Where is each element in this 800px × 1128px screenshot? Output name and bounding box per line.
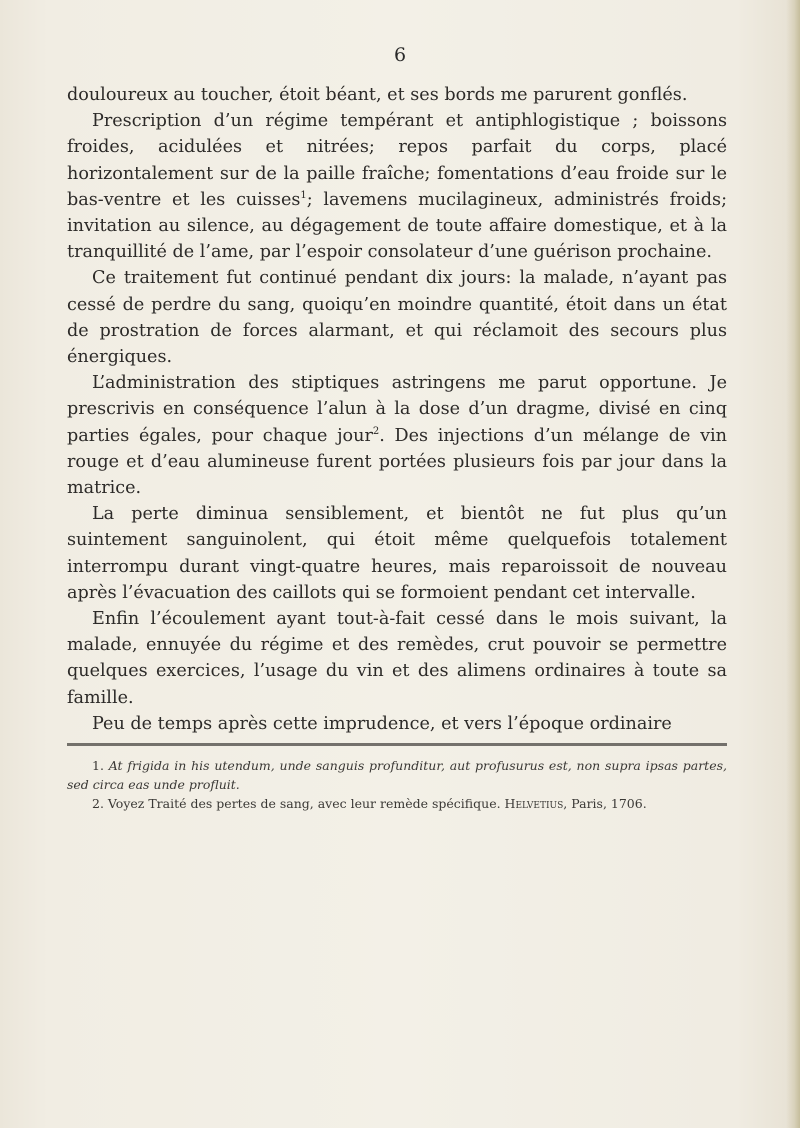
main-text [67,82,727,737]
paragraph-4-text: L’administration des stiptiques astringens me parut opportune. Je prescrivis en conséquence l’alun à la dose d’un dragme, divisé en cinq parties égales, pour chaque jour [67,373,727,446]
footnote-1-text: At frigida in his utendum, unde sanguis profunditur, aut profusurus est, non supra ipsas partes, sed circa eas unde profluit. [67,758,727,792]
paragraph-4 [67,370,727,501]
footnote-1-number: 1. [92,758,104,773]
footnote-2-author: Helvetius, [504,796,568,811]
paragraph-3: Ce traitement fut continué pendant dix jours: la malade, n’ayant pas cessé de perdre du sang, quoiqu’en moindre quantité, étoit dans un état de prostration de forces alarmant, et qui réclamoit des secours plus énergiques. [67,268,727,368]
paragraph-5: La perte diminua sensiblement, et bientôt ne fut plus qu’un suintement sanguinolent, qui étoit même quelquefois totalement interrompu durant vingt-quatre heures, mais reparoissoit de nouveau après l’évacuation des caillots qui se formoient pendant cet intervalle. [67,504,727,603]
footnote-2-number: 2. [92,796,104,811]
footnote-2-place: Paris, 1706. [571,796,647,811]
page-edge-shadow [786,0,800,1128]
footnote-ref-1[interactable]: 1 [300,189,307,201]
footnotes [67,756,727,813]
paragraph-7: Peu de temps après cette imprudence, et vers l’époque ordinaire [92,713,672,734]
paragraph-6: Enfin l’écoulement ayant tout-à-fait cessé dans le mois suivant, la malade, ennuyée du régime et des remèdes, crut pouvoir se permettre quelques exercices, l’usage du vin et des alimens ordinaires à toute sa famille. [67,609,727,708]
footnote-1 [67,756,727,794]
paragraph-2 [67,108,727,265]
paragraph-1: douloureux au toucher, étoit béant, et ses bords me parurent gonflés. [67,85,688,105]
footnote-2-text: Voyez Traité des pertes de sang, avec leur remède spécifique. [107,796,501,811]
page-number: 6 [393,44,407,66]
footnote-ref-2[interactable]: 2 [372,425,380,437]
paragraph-2-text: Prescription d’un régime tempérant et antiphlogistique ; boissons froides, acidulées et nitrées; repos parfait du corps, placé horizontalement sur de la paille fraîche; fomentations d’eau froide sur le bas-ventre et les cuisses [67,111,727,210]
footnote-2 [67,794,727,813]
paragraph-2-continued: ; lavemens mucilagineux, administrés froids; invitation au silence, au dégagement de toute affaire domestique, et à la tranquillité de l’ame, par l’espoir consolateur d’une guérison prochaine. [67,189,728,263]
footnote-divider [67,743,727,746]
paragraph-4-continued: . Des injections d’un mélange de vin rouge et d’eau alumineuse furent portées plusieurs fois par jour dans la matrice. [67,425,728,499]
